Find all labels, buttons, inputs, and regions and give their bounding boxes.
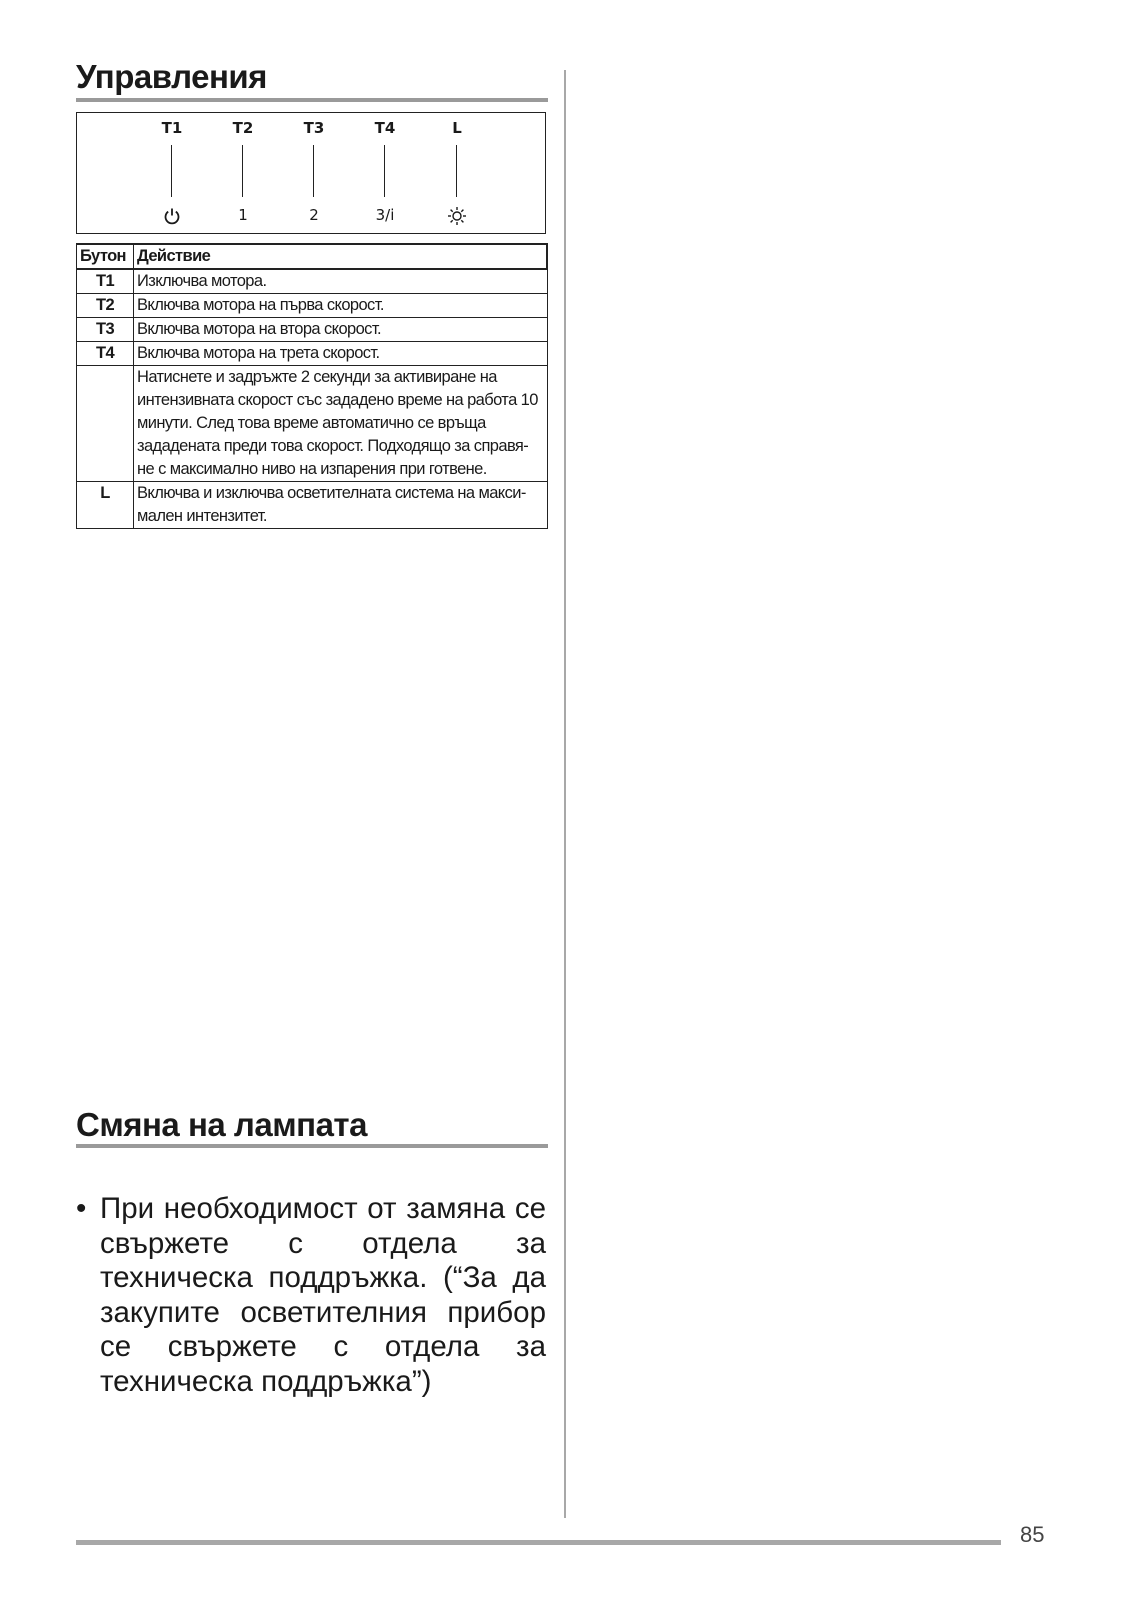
power-icon <box>152 205 192 225</box>
panel-button-label: T2 <box>232 119 254 137</box>
panel-button-label: T1 <box>161 119 183 137</box>
panel-button-line <box>171 145 172 197</box>
page-number: 85 <box>1020 1522 1045 1547</box>
table-header-action: Действие <box>134 244 548 269</box>
controls-table <box>76 243 548 529</box>
table-row <box>77 482 548 529</box>
controls-title-rule <box>76 98 548 102</box>
table-row <box>77 294 548 318</box>
table-cell-action: Натиснете и задръжте 2 секунди за активиране на интензивната скорост със зададено време на работа 10 минути. След това време автоматично се връща зададената преди това скорост. Подходящо за справя-не с максимално ниво на изпарения при готвене. <box>134 366 548 482</box>
panel-button-label: T4 <box>374 119 396 137</box>
column-divider <box>564 70 566 1518</box>
table-cell-button: L <box>77 482 134 529</box>
light-icon <box>437 205 477 226</box>
panel-button-label: L <box>452 119 462 137</box>
lamp-instruction-text: При необходимост от замяна се свържете с отдела за техническа поддръжка. (“За да закупите осветителния прибор се свържете с отдела за техническа поддръжка”) <box>100 1192 546 1398</box>
control-panel-diagram <box>76 112 546 234</box>
table-header-button: Бутон <box>77 244 134 269</box>
panel-button-symbol: 1 <box>238 206 248 224</box>
table-cell-button: T2 <box>77 294 134 318</box>
table-row <box>77 269 548 294</box>
table-cell-action: Включва мотора на трета скорост. <box>134 342 548 366</box>
table-cell-action: Включва мотора на първа скорост. <box>134 294 548 318</box>
panel-button-line <box>242 145 243 197</box>
table-cell-action: Включва мотора на втора скорост. <box>134 318 548 342</box>
panel-button-line <box>384 145 385 197</box>
lamp-title-rule <box>76 1144 548 1148</box>
table-row <box>77 318 548 342</box>
footer-rule <box>76 1540 1001 1545</box>
table-cell-action: Включва и изключва осветителната система на макси-мален интензитет. <box>134 482 548 529</box>
table-cell-button: T3 <box>77 318 134 342</box>
lamp-instructions <box>76 1192 546 1399</box>
lamp-instruction-item <box>76 1192 546 1399</box>
table-row <box>77 342 548 366</box>
panel-button-symbol: 2 <box>309 206 319 224</box>
table-row <box>77 366 548 482</box>
table-cell-action: Изключва мотора. <box>134 269 548 294</box>
bullet-icon: • <box>76 1192 87 1225</box>
panel-button-symbol: 3/i <box>375 206 395 224</box>
controls-title: Управления <box>76 58 267 95</box>
table-cell-button <box>77 366 134 482</box>
panel-button-line <box>313 145 314 197</box>
table-cell-button: T4 <box>77 342 134 366</box>
table-cell-button: T1 <box>77 269 134 294</box>
panel-button-label: T3 <box>303 119 325 137</box>
table-header-row <box>77 244 548 269</box>
lamp-title: Смяна на лампата <box>76 1106 367 1143</box>
panel-button-line <box>456 145 457 197</box>
